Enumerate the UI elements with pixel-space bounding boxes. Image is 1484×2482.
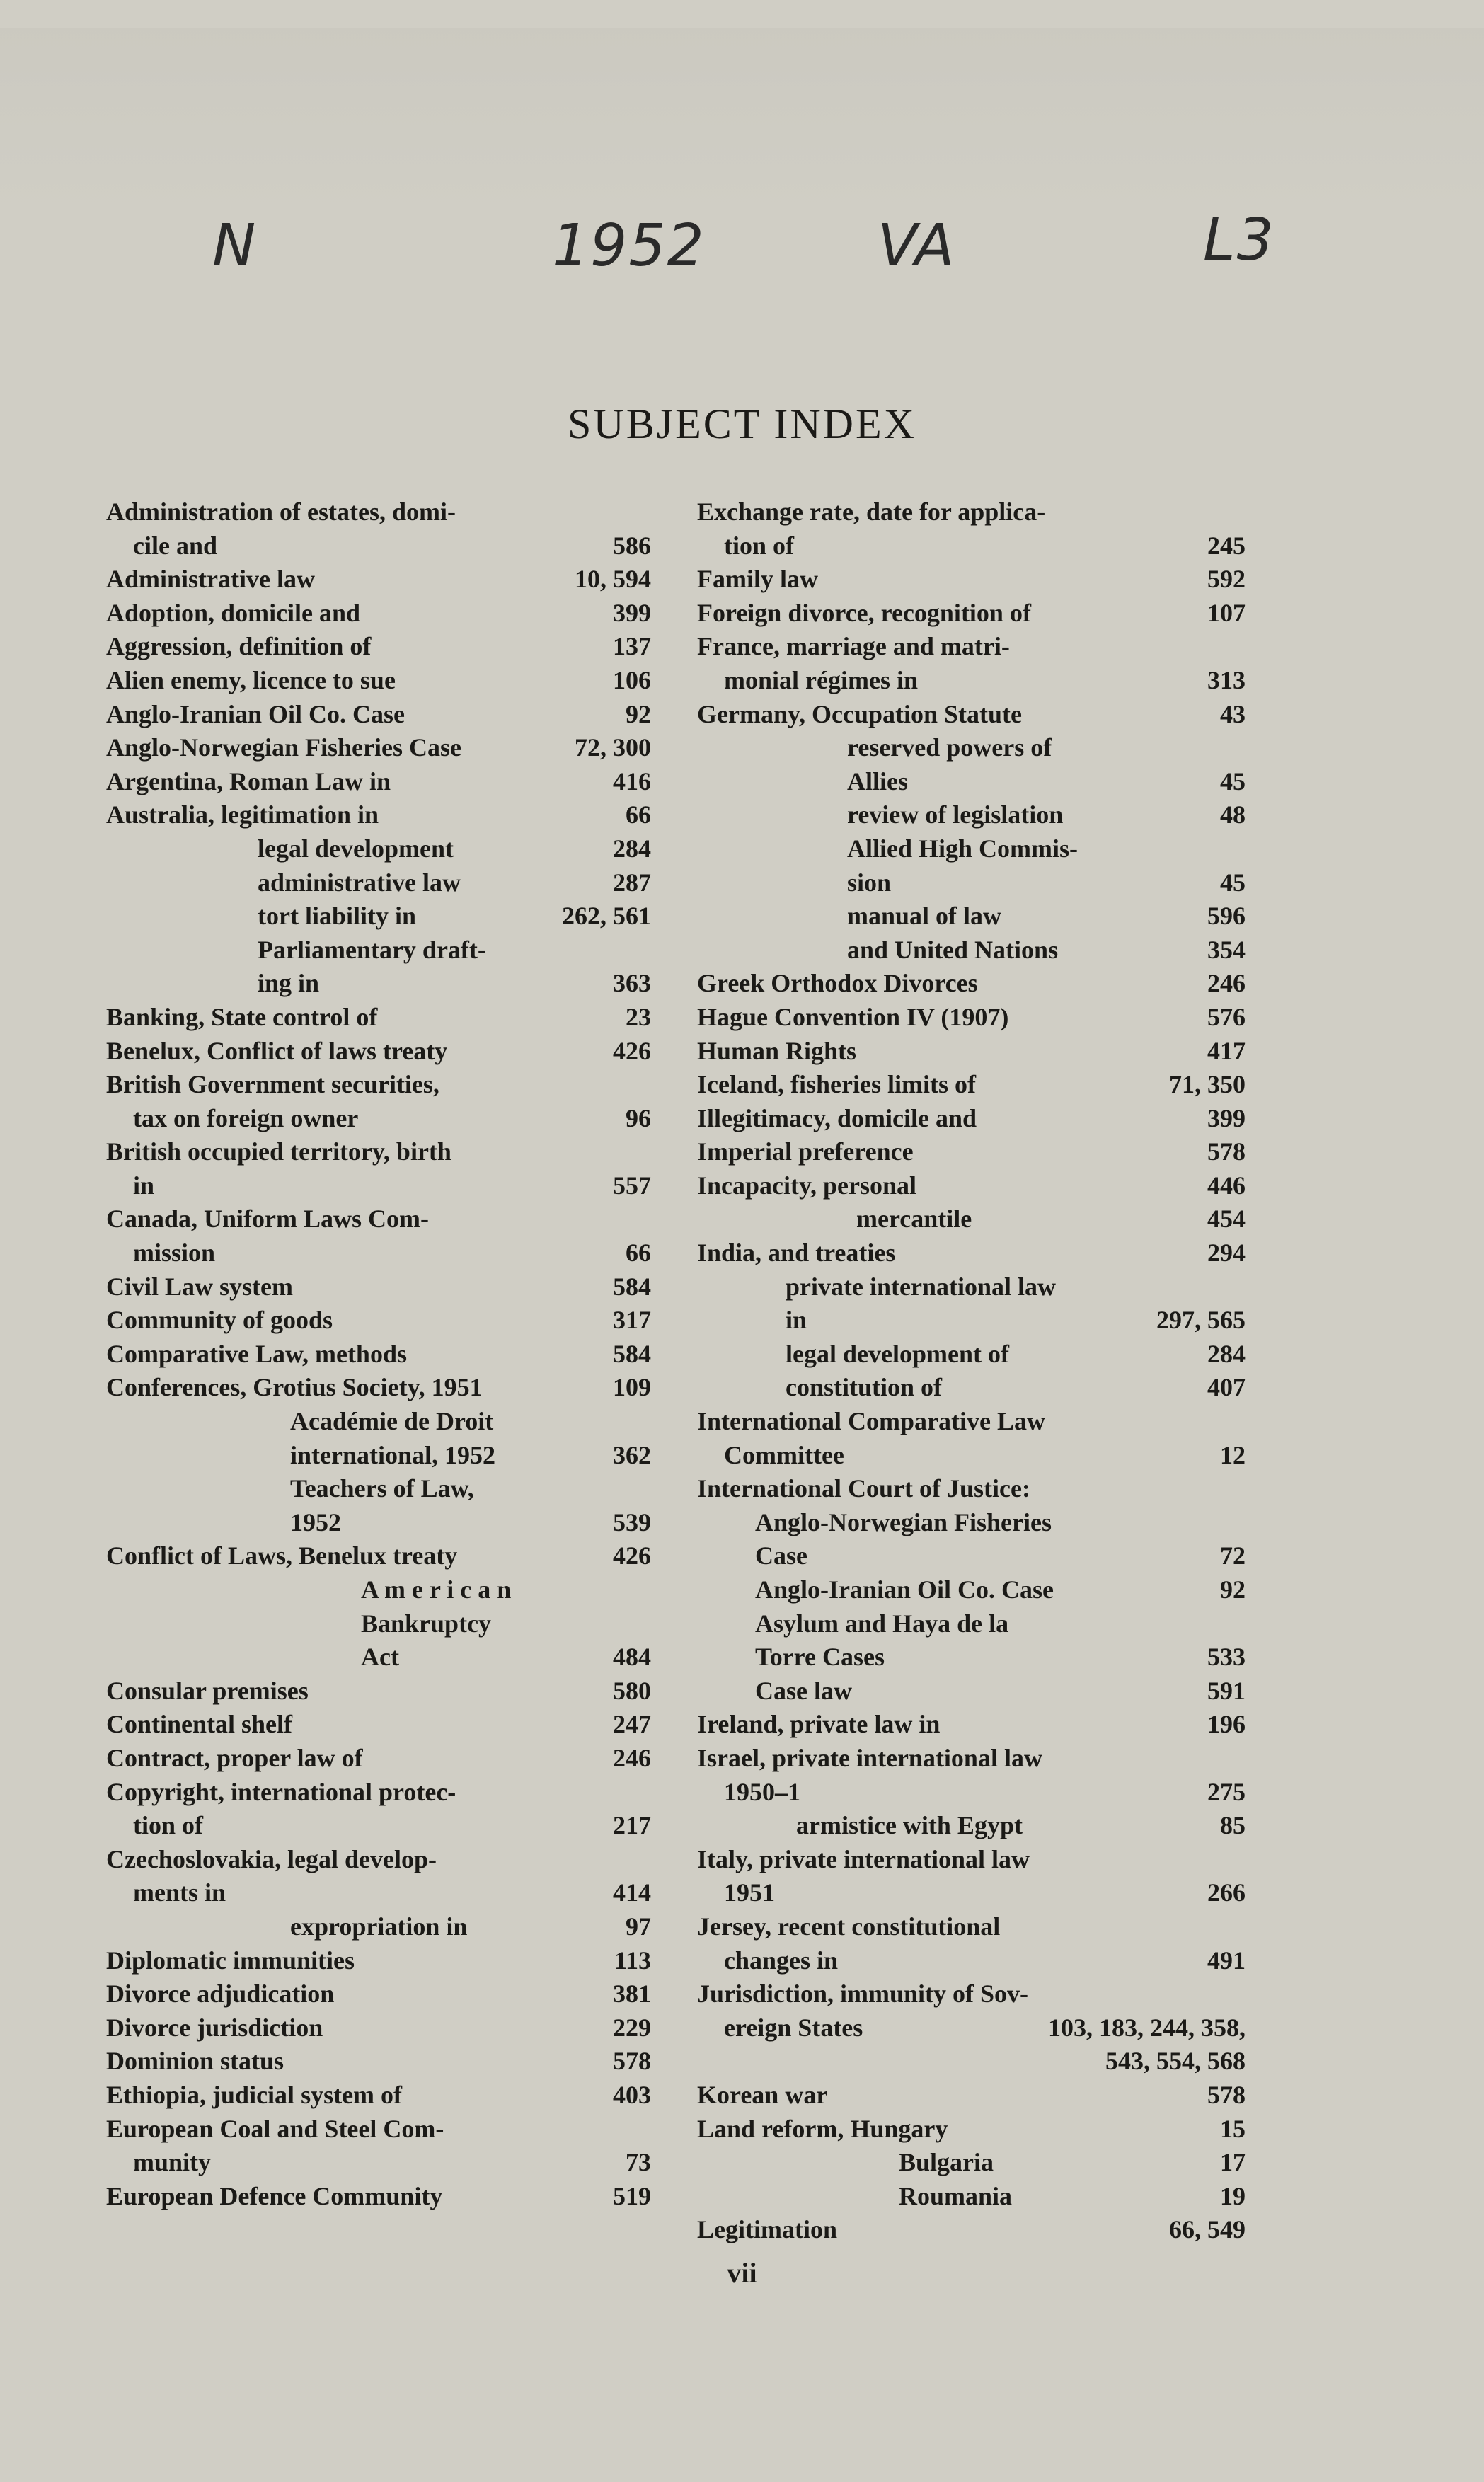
index-entry [106,2180,651,2214]
index-entry-text: review of legislation [847,800,1064,829]
index-entry [697,1338,1246,1372]
index-entry-pages: 354 [1207,935,1246,964]
index-entry-pages: 533 [1207,1643,1246,1672]
index-entry-text: ing in [258,969,320,998]
index-entry-text: Australia, legitimation in [106,800,379,829]
index-entry-pages: 109 [613,1373,651,1402]
index-entry-pages: 113 [614,1946,651,1975]
index-entry-pages: 71, 350 [1169,1070,1246,1099]
index-entry-text: Ireland, private law in [697,1710,941,1739]
index-entry-text: tion of [724,531,794,560]
index-entry [106,1944,651,1978]
index-entry-pages: 10, 594 [575,565,651,594]
page-title: SUBJECT INDEX [568,401,916,447]
index-entry-pages: 414 [613,1878,651,1907]
index-entry [697,495,1246,563]
index-entry-pages: 294 [1207,1239,1246,1268]
index-entry-text: monial régimes in [724,665,918,694]
index-entry-text: expropriation in [290,1912,468,1941]
index-entry-pages: 539 [613,1507,651,1536]
index-entry-pages: 426 [613,1541,651,1570]
index-entry-text: Académie de Droit [290,1407,494,1436]
index-entry-text: British occupied territory, birth [106,1137,451,1166]
index-entry [106,597,651,631]
index-entry-text: Israel, private international law [697,1743,1042,1772]
handwritten-mark-1: N [212,212,258,280]
index-entry-text: European Coal and Steel Com- [106,2114,444,2143]
index-entry-pages: 246 [613,1743,651,1772]
index-entry-pages: 284 [1207,1339,1246,1368]
index-entry-pages: 403 [613,2080,651,2109]
index-entry-text: Parliamentary draft- [258,935,486,964]
index-entry [106,1304,651,1338]
show-through-bleed [0,28,1484,212]
index-entry-text: Civil Law system [106,1272,293,1301]
index-entry-text: Committee [724,1440,844,1469]
index-entry-text: Anglo-Norwegian Fisheries Case [106,733,461,762]
index-entry-text: mercantile [856,1205,972,1234]
index-entry [697,1674,1246,1708]
index-entry [697,1506,1246,1573]
index-entry-text: British Government securities, [106,1070,439,1099]
index-entry [697,1607,1246,1674]
index-entry [106,2113,651,2180]
index-entry [106,698,651,732]
index-entry-pages: 578 [1207,1137,1246,1166]
handwritten-mark-2: VA [878,212,956,280]
handwritten-annotations [0,207,1484,318]
index-entry-text: Community of goods [106,1306,333,1335]
index-entry-text: Hague Convention IV (1907) [697,1002,1009,1031]
handwritten-year: 1952 [552,212,706,280]
index-entry-text: Germany, Occupation Statute [697,699,1022,728]
index-entry [106,495,651,563]
index-entry-text: Contract, proper law of [106,1743,363,1772]
index-entry-pages: 45 [1220,766,1246,795]
index-entry [106,1405,651,1472]
index-entry-pages: 592 [1207,565,1246,594]
index-column-left [106,495,651,2213]
index-entry [697,1843,1246,1910]
index-entry-text: International Court of Justice: [697,1474,1030,1503]
index-entry-pages: 580 [613,1676,651,1705]
index-entry-pages: 73 [626,2148,651,2177]
index-entry-pages: 484 [613,1643,651,1672]
index-entry-pages: 72 [1220,1541,1246,1570]
index-entry-text: Divorce adjudication [106,1980,335,2009]
index-entry-pages: 12 [1220,1440,1246,1469]
index-entry-text: Asylum and Haya de la [755,1609,1009,1638]
index-entry-text: Diplomatic immunities [106,1946,355,1975]
index-entry-text: Conferences, Grotius Society, 1951 [106,1373,483,1402]
index-entry-pages: 317 [613,1306,651,1335]
index-entry [697,1371,1246,1405]
index-entry [697,933,1246,967]
index-entry-pages: 106 [613,665,651,694]
index-entry-text: France, marriage and matri- [697,632,1010,661]
index-entry-text: tax on foreign owner [133,1103,359,1132]
index-entry-text: cile and [133,531,218,560]
index-entry-pages: 591 [1207,1676,1246,1705]
index-entry [106,933,651,1001]
index-entry-text: Korean war [697,2080,828,2109]
index-entry-text: Bulgaria [899,2148,994,2177]
index-entry-text: in [133,1171,155,1200]
index-entry-text: Allied High Commis- [847,834,1079,863]
index-entry [106,2045,651,2079]
index-entry [697,1405,1246,1472]
index-column-right [697,495,1246,2247]
index-entry-pages: 97 [626,1912,651,1941]
index-entry-pages: 584 [613,1272,651,1301]
index-entry-pages: 266 [1207,1878,1246,1907]
index-entry-text: Greek Orthodox Divorces [697,969,978,998]
index-entry-text: Aggression, definition of [106,632,372,661]
index-entry [106,1135,651,1202]
index-entry-pages: 287 [613,868,651,897]
index-entry-pages: 96 [626,1103,651,1132]
index-entry-text: Divorce jurisdiction [106,2013,323,2042]
index-entry-pages: 66 [626,800,651,829]
index-entry-text: Ethiopia, judicial system of [106,2080,403,2109]
index-entry [697,1202,1246,1236]
index-entry-pages: 92 [626,699,651,728]
index-entry [697,1068,1246,1102]
index-entry-text: Dominion status [106,2047,284,2076]
index-entry-pages: 17 [1220,2148,1246,2177]
index-entry-pages: 284 [613,834,651,863]
index-entry [106,765,651,799]
index-entry [697,1270,1246,1338]
index-entry-pages: 275 [1207,1777,1246,1806]
index-entry-pages: 66 [626,1239,651,1268]
index-entry [106,1001,651,1035]
index-entry [106,1035,651,1069]
index-entry [106,1202,651,1270]
index-entry-text: changes in [724,1946,839,1975]
index-entry-text: Jersey, recent constitutional [697,1912,1001,1941]
index-entry [697,1472,1246,1506]
index-entry-text: Legitimation [697,2215,837,2244]
index-entry [106,1573,651,1674]
index-entry-pages: 363 [613,969,651,998]
index-entry-pages: 103, 183, 244, 358, [1048,2013,1246,2042]
index-entry [697,698,1246,732]
index-entry-pages: 72, 300 [575,733,651,762]
index-entry [106,798,651,832]
index-entry-text: India, and treaties [697,1239,896,1268]
index-entry-text: Czechoslovakia, legal develop- [106,1844,437,1873]
index-entry-pages: 426 [613,1036,651,1065]
index-entry [106,900,651,933]
index-entry-text: Alien enemy, licence to sue [106,665,396,694]
index-entry-pages: 23 [626,1002,651,1031]
index-entry-text: Land reform, Hungary [697,2114,948,2143]
index-entry [697,1910,1246,1977]
index-entry [106,1068,651,1135]
index-entry [106,664,651,698]
index-entry-text: Administrative law [106,565,315,594]
index-entry-text: Imperial preference [697,1137,914,1166]
index-entry-text: Torre Cases [755,1643,885,1672]
index-entry-text: legal development [258,834,454,863]
index-entry-pages: 246 [1207,969,1246,998]
index-entry [697,2146,1246,2180]
index-entry-text: Adoption, domicile and [106,598,361,627]
index-entry [106,1270,651,1304]
index-entry-pages: 43 [1220,699,1246,728]
index-entry-pages: 66, 549 [1169,2215,1246,2244]
index-entry-text: Roumania [899,2181,1013,2210]
index-entry-text: 1951 [724,1878,775,1907]
index-entry-text: Exchange rate, date for applica- [697,498,1046,526]
index-entry-pages: 584 [613,1339,651,1368]
index-entry [106,1338,651,1372]
index-entry-pages: 446 [1207,1171,1246,1200]
index-entry-text: A m e r i c a n [361,1575,512,1604]
index-entry-text: European Defence Community [106,2181,443,2210]
index-entry-pages: 557 [613,1171,651,1200]
index-entry-text: Anglo-Iranian Oil Co. Case [106,699,405,728]
index-entry-pages: 92 [1220,1575,1246,1604]
index-entry-pages: 543, 554, 568 [1105,2047,1246,2076]
index-entry-text: administrative law [258,868,461,897]
index-entry-text: Iceland, fisheries limits of [697,1070,976,1099]
index-entry-pages: 381 [613,1980,651,2009]
index-entry-text: Foreign divorce, recognition of [697,598,1031,627]
index-entry-text: Comparative Law, methods [106,1339,407,1368]
index-entry-text: constitution of [786,1373,943,1402]
index-entry [106,866,651,900]
index-entry-text: private international law [786,1272,1056,1301]
index-entry-text: in [786,1306,807,1335]
index-entry [697,798,1246,832]
index-entry-text: Anglo-Norwegian Fisheries [755,1507,1052,1536]
index-entry-text: Continental shelf [106,1710,293,1739]
index-entry [697,1977,1246,2045]
index-entry [697,1573,1246,1607]
index-entry-pages: 586 [613,531,651,560]
index-entry-pages: 19 [1220,2181,1246,2210]
index-entry [106,1843,651,1910]
index-entry [106,1674,651,1708]
index-entry-text: Administration of estates, domi- [106,498,456,526]
index-entry [106,1472,651,1539]
index-entry [697,1742,1246,1809]
index-entry [106,1371,651,1405]
index-entry [697,731,1246,798]
index-entry [697,2113,1246,2147]
index-entry [697,2045,1246,2079]
index-entry [106,1776,651,1843]
index-entry-text: Benelux, Conflict of laws treaty [106,1036,448,1065]
index-entry-pages: 85 [1220,1811,1246,1840]
index-entry-pages: 45 [1220,868,1246,897]
index-entry [697,2079,1246,2113]
index-entry-text: tort liability in [258,902,416,931]
index-entry-text: Bankruptcy [361,1609,492,1638]
index-entry-pages: 491 [1207,1946,1246,1975]
index-entry-text: 1950–1 [724,1777,800,1806]
index-entry-pages: 576 [1207,1002,1246,1031]
index-entry-text: Human Rights [697,1036,857,1065]
index-entry-text: reserved powers of [847,733,1052,762]
index-entry-text: armistice with Egypt [796,1811,1023,1840]
index-entry-text: Case [755,1541,807,1570]
index-entry-pages: 362 [613,1440,651,1469]
index-entry-pages: 245 [1207,531,1246,560]
index-entry-text: and United Nations [847,935,1059,964]
index-entry [106,1977,651,2011]
index-entry-pages: 416 [613,766,651,795]
index-entry-pages: 454 [1207,1205,1246,1234]
index-entry-pages: 107 [1207,598,1246,627]
index-entry-text: Act [361,1643,399,1672]
index-entry [697,1708,1246,1742]
index-entry [106,630,651,664]
index-entry-pages: 48 [1220,800,1246,829]
index-entry [106,2011,651,2045]
index-entry-text: munity [133,2148,212,2177]
index-entry-text: sion [847,868,892,897]
index-entry-pages: 297, 565 [1156,1306,1246,1335]
index-entry [106,1708,651,1742]
index-entry [106,731,651,765]
index-entry-text: Conflict of Laws, Benelux treaty [106,1541,458,1570]
index-entry-pages: 196 [1207,1710,1246,1739]
index-entry [697,2213,1246,2247]
index-entry-pages: 15 [1220,2114,1246,2143]
index-entry [697,563,1246,597]
index-entry-text: International Comparative Law [697,1407,1045,1436]
index-entry [697,1102,1246,1136]
index-entry [697,832,1246,900]
index-entry-text: Allies [847,766,908,795]
index-entry [697,1135,1246,1169]
page-number: vii [727,2257,757,2289]
index-entry-pages: 217 [613,1811,651,1840]
index-entry-text: Copyright, international protec- [106,1777,456,1806]
index-entry [697,1001,1246,1035]
index-entry-pages: 519 [613,2181,651,2210]
index-entry [697,1169,1246,1203]
index-entry-pages: 313 [1207,665,1246,694]
index-entry-text: Banking, State control of [106,1002,378,1031]
index-entry-pages: 596 [1207,902,1246,931]
index-entry-text: Jurisdiction, immunity of Sov- [697,1980,1029,2009]
index-entry-text: ments in [133,1878,226,1907]
index-entry-text: tion of [133,1811,203,1840]
index-entry-pages: 229 [613,2013,651,2042]
index-entry-text: Incapacity, personal [697,1171,917,1200]
index-entry-pages: 578 [1207,2080,1246,2109]
index-entry-pages: 137 [613,632,651,661]
index-entry [697,2180,1246,2214]
index-entry-text: manual of law [847,902,1002,931]
index-entry [106,2079,651,2113]
index-entry-text: Argentina, Roman Law in [106,766,391,795]
index-entry-text: Family law [697,565,818,594]
index-entry [697,967,1246,1001]
index-entry-text: Case law [755,1676,852,1705]
index-entry [697,597,1246,631]
index-entry-pages: 247 [613,1710,651,1739]
index-entry-pages: 262, 561 [562,902,651,931]
index-entry-text: 1952 [290,1507,341,1536]
index-entry-pages: 578 [613,2047,651,2076]
index-entry [106,1539,651,1573]
index-entry-text: Italy, private international law [697,1844,1030,1873]
index-entry [106,832,651,866]
index-entry [106,1910,651,1944]
index-entry [697,1035,1246,1069]
index-entry-text: legal development of [786,1339,1009,1368]
index-entry-pages: 407 [1207,1373,1246,1402]
index-entry-pages: 417 [1207,1036,1246,1065]
index-entry-text: Consular premises [106,1676,309,1705]
index-entry [697,900,1246,933]
index-entry-text: Teachers of Law, [290,1474,474,1503]
index-entry [106,563,651,597]
index-entry-pages: 399 [1207,1103,1246,1132]
index-entry [697,1809,1246,1843]
index-entry-text: Canada, Uniform Laws Com- [106,1205,430,1234]
index-entry [697,1236,1246,1270]
index-entry-text: international, 1952 [290,1440,496,1469]
index-entry-text: ereign States [724,2013,863,2042]
index-entry-text: mission [133,1239,216,1268]
index-entry [697,630,1246,697]
index-entry-pages: 399 [613,598,651,627]
index-entry-text: Anglo-Iranian Oil Co. Case [755,1575,1054,1604]
index-entry-text: Illegitimacy, domicile and [697,1103,977,1132]
handwritten-mark-3: L3 [1203,207,1275,274]
index-entry [106,1742,651,1776]
